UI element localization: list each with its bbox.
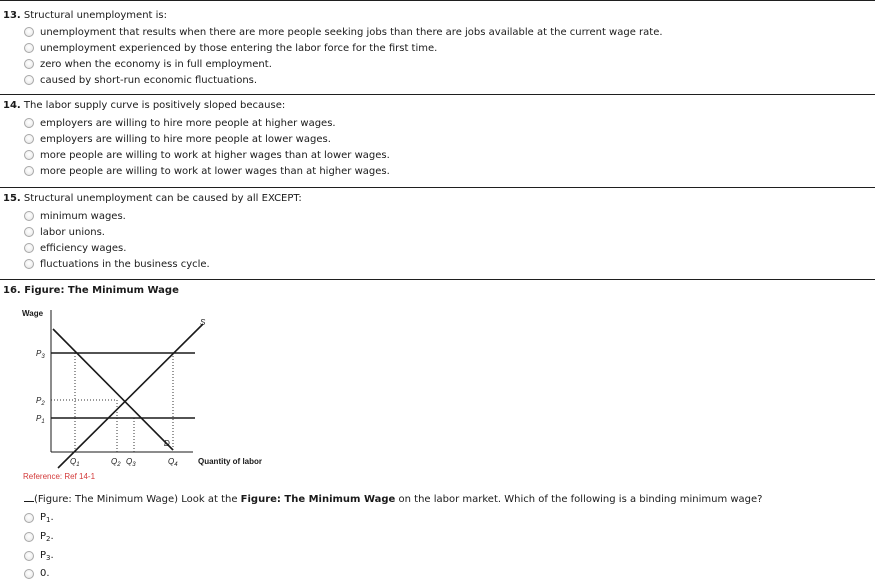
radio-button[interactable] — [24, 75, 34, 85]
option-label: 0. — [40, 568, 50, 579]
question-15 — [0, 187, 875, 277]
radio-button[interactable] — [24, 211, 34, 221]
radio-button[interactable] — [24, 134, 34, 144]
option-label: efficiency wages. — [40, 242, 127, 254]
option-row[interactable] — [24, 41, 437, 55]
prompt-text-pre: (Figure: The Minimum Wage) Look at the — [34, 494, 241, 505]
radio-button[interactable] — [24, 27, 34, 37]
option-label: employers are willing to hire more people at lower wages. — [40, 133, 331, 145]
demand-curve-label: D — [164, 439, 170, 448]
figure-title: Figure: The Minimum Wage — [24, 285, 179, 296]
question-13-heading — [3, 10, 167, 21]
q1-label: $Q_1$ — [70, 457, 80, 468]
reference-note: Reference: Ref 14-1 — [23, 472, 96, 481]
supply-curve — [58, 324, 203, 468]
answer-blank — [24, 493, 34, 502]
option-row[interactable] — [24, 132, 331, 146]
option-row[interactable] — [24, 549, 54, 563]
question-number: 13. — [3, 10, 21, 21]
option-row[interactable] — [24, 25, 663, 39]
prompt-text-post: on the labor market. Which of the following is a binding minimum wage? — [395, 494, 763, 505]
question-15-heading — [3, 193, 302, 204]
option-row[interactable] — [24, 567, 50, 581]
option-row[interactable] — [24, 164, 390, 178]
minimum-wage-figure — [20, 304, 280, 470]
question-14-heading — [3, 100, 285, 111]
question-number: 15. — [3, 193, 21, 204]
option-label: minimum wages. — [40, 210, 126, 222]
q4-label: $Q_4$ — [168, 457, 178, 468]
p2-label: $P_2$ — [36, 396, 45, 407]
radio-button[interactable] — [24, 43, 34, 53]
option-row[interactable] — [24, 257, 210, 271]
option-label: caused by short-run economic fluctuations. — [40, 74, 258, 86]
option-label: unemployment that results when there are more people seeking jobs than there are jobs available at the current wage rate. — [40, 26, 663, 38]
q2-label: $Q_2$ — [111, 457, 121, 468]
radio-button[interactable] — [24, 259, 34, 269]
option-row[interactable] — [24, 116, 336, 130]
y-axis-label: Wage — [22, 309, 44, 318]
option-label: fluctuations in the business cycle. — [40, 258, 210, 270]
radio-button[interactable] — [24, 551, 34, 561]
option-row[interactable] — [24, 241, 126, 255]
option-label: zero when the economy is in full employment. — [40, 58, 272, 70]
option-label: more people are willing to work at lower wages than at higher wages. — [40, 165, 390, 177]
option-label: $P_2$. — [40, 531, 54, 543]
option-label: $P_3$. — [40, 550, 54, 562]
question-14 — [0, 94, 875, 184]
question-13 — [0, 0, 875, 92]
option-row[interactable] — [24, 530, 54, 544]
p1-label: $P_1$ — [36, 414, 45, 425]
option-label: more people are willing to work at higher wages than at lower wages. — [40, 149, 390, 161]
option-row[interactable] — [24, 73, 257, 87]
question-text: Structural unemployment is: — [23, 10, 167, 21]
radio-button[interactable] — [24, 166, 34, 176]
supply-curve-label: S — [200, 318, 206, 327]
option-label: labor unions. — [40, 226, 105, 238]
question-16-heading — [3, 285, 179, 296]
radio-button[interactable] — [24, 150, 34, 160]
q3-label: $Q_3$ — [126, 457, 136, 468]
x-axis-label: Quantity of labor — [198, 457, 262, 466]
radio-button[interactable] — [24, 227, 34, 237]
radio-button[interactable] — [24, 59, 34, 69]
demand-curve — [53, 329, 173, 450]
prompt-figure-name: Figure: The Minimum Wage — [240, 494, 396, 505]
question-text: Structural unemployment can be caused by all EXCEPT: — [23, 193, 302, 204]
radio-button[interactable] — [24, 118, 34, 128]
option-row[interactable] — [24, 57, 272, 71]
question-text: The labor supply curve is positively sloped because: — [23, 100, 286, 111]
option-label: unemployment experienced by those entering the labor force for the first time. — [40, 42, 438, 54]
option-row[interactable] — [24, 148, 390, 162]
option-label: employers are willing to hire more people at higher wages. — [40, 117, 336, 129]
question-number: 16. — [3, 285, 21, 296]
radio-button[interactable] — [24, 243, 34, 253]
p3-label: $P_3$ — [36, 349, 45, 360]
radio-button[interactable] — [24, 569, 34, 579]
question-16-prompt — [24, 493, 762, 505]
radio-button[interactable] — [24, 513, 34, 523]
option-label: $P_1$. — [40, 512, 54, 524]
option-row[interactable] — [24, 511, 54, 525]
option-row[interactable] — [24, 209, 126, 223]
radio-button[interactable] — [24, 532, 34, 542]
question-number: 14. — [3, 100, 21, 111]
option-row[interactable] — [24, 225, 105, 239]
